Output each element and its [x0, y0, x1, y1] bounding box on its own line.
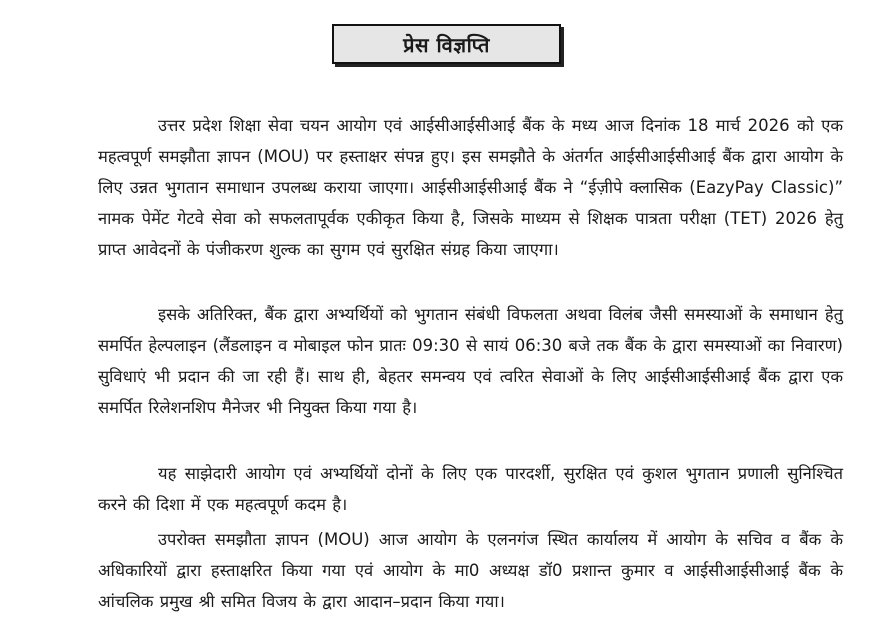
paragraph-helpline: इसके अतिरिक्त, बैंक द्वारा अभ्यर्थियों को भुगतान संबंधी विफलता अथवा विलंब जैसी समस्याओं के समाधान हेतु समर्पित हेल्पलाइन (लैंडलाइन व मोबाइल फोन प्रातः 09:30 से सायं 06:30 बजे तक बैंक के द्वारा समस्याओं का निवारण) सुविधाएं भी प्रदान की जा रही हैं। साथ ही, बेहतर समन्वय एवं त्वरित सेवाओं के लिए आईसीआईसीआई बैंक द्वारा एक समर्पित रिलेशनशिप मैनेजर भी नियुक्त किया गया है।: [98, 305, 843, 417]
press-release-title: प्रेस विज्ञप्ति: [332, 24, 561, 64]
paragraph-mou-signing: उत्तर प्रदेश शिक्षा सेवा चयन आयोग एवं आईसीआईसीआई बैंक के मध्य आज दिनांक 18 मार्च 2026 को एक महत्वपूर्ण समझौता ज्ञापन (MOU) पर हस्ताक्षर संपन्न हुए। इस समझौते के अंतर्गत आईसीआईसीआई बैंक द्वारा आयोग के लिए उन्नत भुगतान समाधान उपलब्ध कराया जाएगा। आईसीआईसीआई बैंक ने “ईज़ीपे क्लासिक (EazyPay Classic)” नामक पेमेंट गेटवे सेवा को सफलतापूर्वक एकीकृत किया है, जिसके माध्यम से शिक्षक पात्रता परीक्षा (TET) 2026 हेतु प्राप्त आवेदनों के पंजीकरण शुल्क का सुगम एवं सुरक्षित संग्रह किया जाएगा।: [98, 116, 843, 259]
paragraph-exchange: उपरोक्त समझौता ज्ञापन (MOU) आज आयोग के एलनगंज स्थित कार्यालय में आयोग के सचिव व बैंक के अधिकारियों द्वारा हस्ताक्षरित किया गया एवं आयोग के मा0 अध्यक्ष डॉ0 प्रशान्त कुमार व आईसीआईसीआई बैंक के आंचलिक प्रमुख श्री समित विजय के द्वारा आदान–प्रदान किया गया।: [98, 530, 843, 611]
paragraph-partnership: यह साझेदारी आयोग एवं अभ्यर्थियों दोनों के लिए एक पारदर्शी, सुरक्षित एवं कुशल भुगतान प्रणाली सुनिश्चित करने की दिशा में एक महत्वपूर्ण कदम है।: [98, 464, 843, 514]
